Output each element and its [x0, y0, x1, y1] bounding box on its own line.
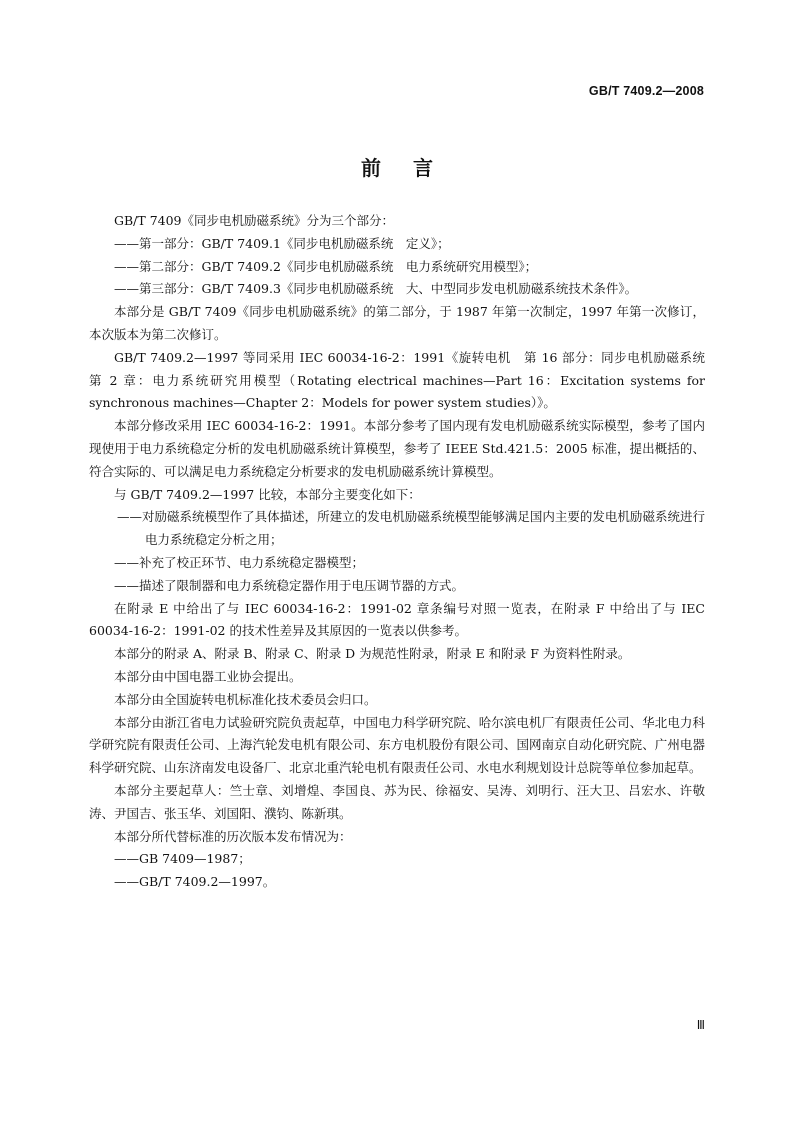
paragraph: 本部分由中国电器工业协会提出。 [114, 668, 302, 684]
paragraph: 本部分所代替标准的历次版本发布情况为： [114, 828, 352, 844]
paragraph: GB/T 7409《同步电机励磁系统》分为三个部分： [114, 213, 395, 228]
list-item: ——第二部分：GB/T 7409.2《同步电机励磁系统 电力系统研究用模型》； [114, 258, 538, 274]
standard-code-header: GB/T 7409.2—2008 [588, 84, 704, 98]
paragraph: 本部分主要起草人：竺士章、刘增煌、李国良、苏为民、徐福安、吴涛、刘明行、汪大卫、吕宏水、许敬涛、尹国吉、张玉华、刘国阳、濮钧、陈新琪。 [89, 782, 705, 821]
list-item: ——对励磁系统模型作了具体描述，所建立的发电机励磁系统模型能够满足国内主要的发电机励磁系统进行电力系统稳定分析之用； [117, 509, 705, 548]
foreword-body [89, 210, 718, 894]
paragraph: 本部分由全国旋转电机标准化技术委员会归口。 [114, 691, 377, 707]
list-item: ——第三部分：GB/T 7409.3《同步电机励磁系统 大、中型同步发电机励磁系统技术条件》。 [114, 281, 638, 297]
paragraph: 与 GB/T 7409.2—1997 比较，本部分主要变化如下： [114, 486, 421, 502]
list-item: ——描述了限制器和电力系统稳定器作用于电压调节器的方式。 [114, 577, 465, 593]
page-number: Ⅲ [696, 1018, 705, 1032]
paragraph: 本部分修改采用 IEC 60034-16-2：1991。本部分参考了国内现有发电机励磁系统实际模型，参考了国内现使用于电力系统稳定分析的发电机励磁系统计算模型，参考了 IEEE Std.421.5：2005 标准，提出概括的、符合实际的、可以满足电力系统稳定分析要求的发电机励磁系统计算模型。 [89, 418, 705, 479]
paragraph: GB/T 7409.2—1997 等同采用 IEC 60034-16-2：1991《旋转电机 第 16 部分：同步电机励磁系统 第 2 章：电力系统研究用模型（Rotating electrical machines—Part 16：Excitation systems for synchronous machines—Chapter 2：Models for power system studies）》。 [89, 349, 718, 411]
paragraph: 本部分是 GB/T 7409《同步电机励磁系统》的第二部分，于 1987 年第一次制定，1997 年第一次修订，本次版本为第二次修订。 [89, 304, 705, 342]
page-title: 前言 [361, 156, 465, 180]
paragraph: 本部分由浙江省电力试验研究院负责起草，中国电力科学研究院、哈尔滨电机厂有限责任公司、华北电力科学研究院有限责任公司、上海汽轮发电机有限公司、东方电机股份有限公司、国网南京自动化研究院、广州电器科学研究院、山东济南发电设备厂、北京北重汽轮电机有限责任公司、水电水利规划设计总院等单位参加起草。 [89, 714, 705, 776]
list-item: ——GB/T 7409.2—1997。 [114, 874, 276, 890]
list-item: ——补充了校正环节、电力系统稳定器模型； [114, 554, 365, 570]
paragraph: 在附录 E 中给出了与 IEC 60034-16-2：1991-02 章条编号对照一览表，在附录 F 中给出了与 IEC 60034-16-2：1991-02 的技术性差异及其原因的一览表以供参考。 [89, 600, 705, 639]
list-item: ——GB 7409—1987； [114, 851, 251, 867]
paragraph: 本部分的附录 A、附录 B、附录 C、附录 D 为规范性附录，附录 E 和附录 F 为资料性附录。 [114, 646, 631, 662]
list-item: ——第一部分：GB/T 7409.1《同步电机励磁系统 定义》； [114, 235, 450, 251]
